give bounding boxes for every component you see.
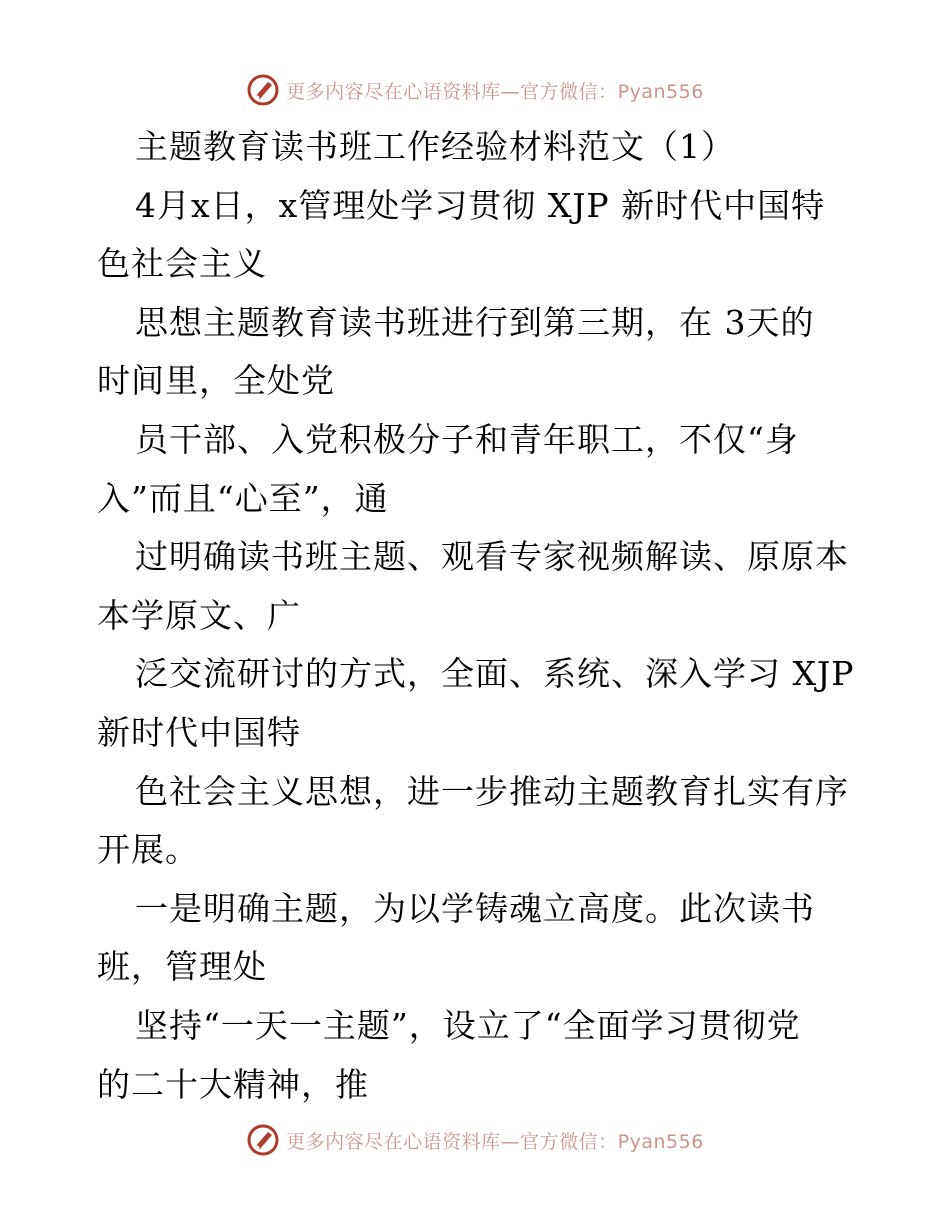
paragraph-line: 的二十大精神，推 bbox=[97, 1064, 369, 1104]
paragraph-line: 坚持“一天一主题”，设立了“全面学习贯彻党 bbox=[135, 1005, 801, 1045]
paragraph-line: 思想主题教育读书班进行到第三期，在 3天的 bbox=[135, 302, 815, 342]
paragraph-line: 新时代中国特 bbox=[97, 712, 301, 752]
pen-seal-icon bbox=[246, 73, 280, 107]
paragraph-line: 时间里，全处党 bbox=[97, 361, 335, 401]
paragraph-line: 过明确读书班主题、观看专家视频解读、原原本 bbox=[135, 537, 849, 577]
footer-banner bbox=[0, 1120, 950, 1160]
paragraph-line: 一是明确主题，为以学铸魂立高度。此次读书 bbox=[135, 888, 815, 928]
paragraph-line: 泛交流研讨的方式，全面、系统、深入学习 XJP bbox=[135, 654, 855, 694]
paragraph-line: 入”而且“心至”，通 bbox=[97, 478, 389, 518]
paragraph-line: 色社会主义 bbox=[97, 244, 267, 284]
header-banner-text: 更多内容尽在心语资料库—官方微信：Pyan556 bbox=[286, 80, 704, 103]
paragraph-line: 本学原文、广 bbox=[97, 595, 301, 635]
document-body bbox=[97, 118, 857, 1114]
header-banner bbox=[0, 70, 950, 110]
document-title: 主题教育读书班工作经验材料范文（1） bbox=[135, 127, 735, 166]
paragraph-line: 4月x日，x管理处学习贯彻 XJP 新时代中国特 bbox=[135, 185, 826, 225]
footer-banner-text: 更多内容尽在心语资料库—官方微信：Pyan556 bbox=[286, 1130, 704, 1153]
paragraph-line: 色社会主义思想，进一步推动主题教育扎实有序 bbox=[135, 771, 849, 811]
paragraph-line: 员干部、入党积极分子和青年职工，不仅“身 bbox=[135, 419, 799, 459]
pen-seal-icon bbox=[246, 1123, 280, 1157]
paragraph-line: 开展。 bbox=[97, 830, 199, 870]
paragraph-line: 班，管理处 bbox=[97, 947, 267, 987]
